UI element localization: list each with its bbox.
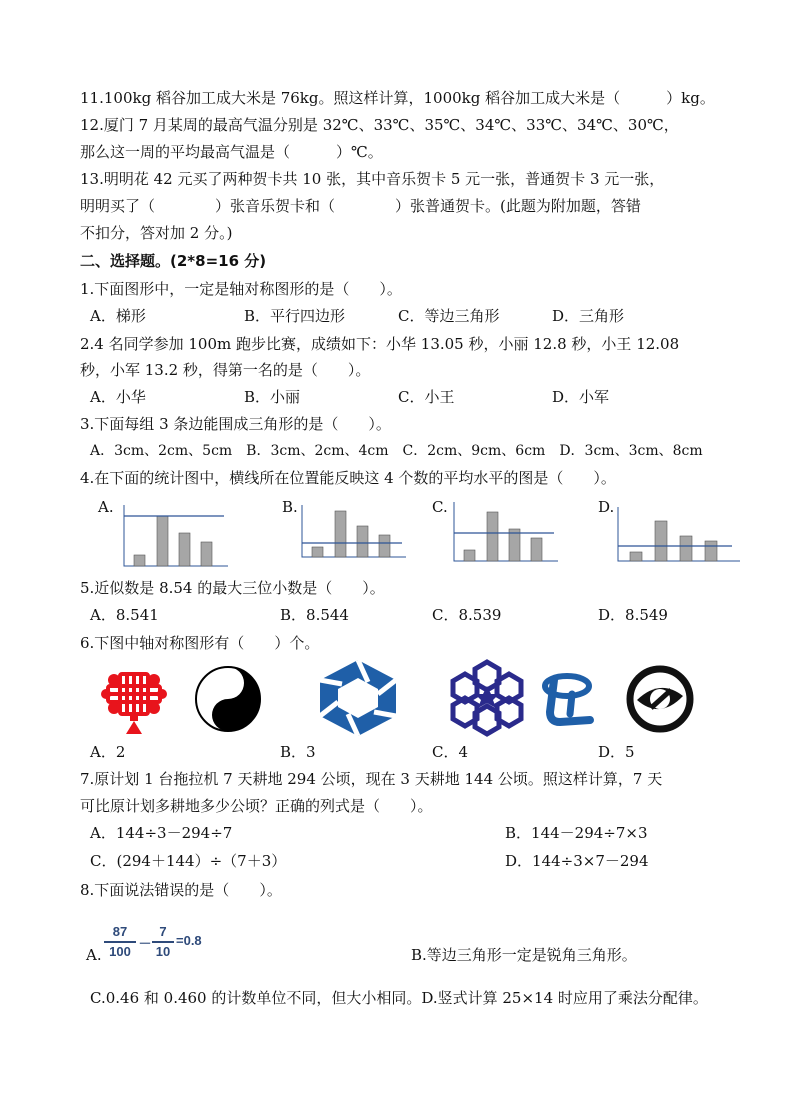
- choice-q7-option-d: D．144÷3×7－294: [505, 852, 649, 870]
- question-12-line1: 12.厦门 7 月某周的最高气温分别是 32℃、33℃、35℃、34℃、33℃、34℃、30℃，: [80, 116, 679, 134]
- choice-q5-option-d: D．8.549: [598, 606, 668, 624]
- bar-chart-b: [298, 503, 408, 563]
- section-heading: 二、选择题。(2*8=16 分): [80, 252, 267, 270]
- chinese-knot-icon: [100, 666, 168, 736]
- choice-q6: 6.下图中轴对称图形有（ ）个。: [80, 634, 320, 652]
- bar: [357, 526, 368, 557]
- choice-q7-option-b: B．144－294÷7×3: [505, 824, 648, 842]
- bar: [312, 547, 323, 557]
- numerator-1: 87: [112, 924, 128, 939]
- denominator-2: 10: [155, 944, 171, 959]
- choice-q2-line1: 2.4 名同学参加 100m 跑步比赛，成绩如下：小华 13.05 秒，小丽 12.8 秒，小王 12.08: [80, 335, 680, 353]
- bar: [705, 541, 717, 561]
- choice-q2-option-b: B．小丽: [244, 388, 301, 406]
- chart-a-label: A.: [98, 498, 114, 516]
- choice-q6-option-a: A．2: [90, 743, 126, 761]
- choice-q6-option-d: D．5: [598, 743, 635, 761]
- choice-q8-option-b: B.等边三角形一定是锐角三角形。: [411, 946, 637, 964]
- choice-q7-option-a: A．144÷3－294÷7: [90, 824, 233, 842]
- choice-q5-option-a: A．8.541: [90, 606, 159, 624]
- telecom-logo-icon: [540, 664, 598, 730]
- bar: [379, 535, 390, 557]
- choice-q1-option-b: B．平行四边形: [244, 307, 346, 325]
- fraction-bar-2: [152, 941, 174, 943]
- bar-chart-d: [614, 505, 744, 565]
- choice-q2-option-a: A．小华: [90, 388, 146, 406]
- choice-q1: 1.下面图形中，一定是轴对称图形的是（ ）。: [80, 280, 402, 298]
- bar: [655, 521, 667, 561]
- choice-q8: 8.下面说法错误的是（ ）。: [80, 881, 282, 899]
- choice-q5: 5.近似数是 8.54 的最大三位小数是（ ）。: [80, 579, 385, 597]
- choice-q3-options: A．3cm、2cm、5cm B．3cm、2cm、4cm C．2cm、9cm、6cm D．3cm、3cm、8cm: [90, 443, 703, 459]
- choice-q8-option-a-label: A.: [86, 946, 102, 964]
- bar: [487, 512, 498, 561]
- bar: [157, 516, 168, 566]
- circle-eye-logo-icon: [625, 664, 695, 734]
- choice-q6-option-c: C．4: [432, 743, 469, 761]
- choice-q2-line2: 秒，小军 13.2 秒，得第一名的是（ ）。: [80, 361, 371, 379]
- bar-chart-c: [450, 500, 560, 565]
- choice-q6-option-b: B．3: [280, 743, 316, 761]
- choice-q2-option-d: D．小军: [552, 388, 610, 406]
- bar: [464, 550, 475, 561]
- bar: [179, 533, 190, 566]
- choice-q1-option-a: A．梯形: [90, 307, 146, 325]
- choice-q7-line2: 可比原计划多耕地多少公顷？正确的列式是（ ）。: [80, 797, 433, 815]
- bar: [531, 538, 542, 561]
- hexagon-star-icon: [450, 658, 524, 738]
- bar: [134, 555, 145, 566]
- question-11: 11.100kg 稻谷加工成大米是 76kg。照这样计算，1000kg 稻谷加工成大米是（ ）kg。: [80, 89, 715, 107]
- choice-q5-option-c: C．8.539: [432, 606, 502, 624]
- fraction-bar-1: [104, 941, 136, 943]
- choice-q1-option-c: C．等边三角形: [398, 307, 500, 325]
- question-13-line3: 不扣分，答对加 2 分。): [80, 224, 233, 242]
- denominator-1: 100: [109, 944, 131, 959]
- bar: [509, 529, 520, 561]
- bar-chart-a: [120, 503, 230, 568]
- question-13-line1: 13.明明花 42 元买了两种贺卡共 10 张，其中音乐贺卡 5 元一张，普通贺卡 3 元一张，: [80, 170, 665, 188]
- choice-q3: 3.下面每组 3 条边能围成三角形的是（ ）。: [80, 415, 391, 433]
- choice-q7-line1: 7.原计划 1 台拖拉机 7 天耕地 294 公顷，现在 3 天耕地 144 公顷。照这样计算，7 天: [80, 770, 663, 788]
- hexagon-swirl-icon: [316, 658, 400, 738]
- bar: [201, 542, 212, 566]
- minus-sign: －: [138, 936, 152, 951]
- choice-q8-option-cd: C.0.46 和 0.460 的计数单位不同，但大小相同。D.竖式计算 25×14 时应用了乘法分配律。: [90, 989, 708, 1007]
- choice-q2-option-c: C．小王: [398, 388, 455, 406]
- equals-result: =0.8: [176, 933, 202, 948]
- chart-c-label: C.: [432, 498, 448, 516]
- bar: [680, 536, 692, 561]
- question-13-line2: 明明买了（ ）张音乐贺卡和（ ）张普通贺卡。(此题为附加题，答错: [80, 197, 641, 215]
- choice-q1-option-d: D．三角形: [552, 307, 625, 325]
- chart-b-label: B.: [282, 498, 298, 516]
- bar: [630, 552, 642, 561]
- numerator-2: 7: [159, 924, 167, 939]
- choice-q4: 4.在下面的统计图中，横线所在位置能反映这 4 个数的平均水平的图是（ ）。: [80, 469, 616, 487]
- choice-q7-option-c: C．(294＋144）÷（7＋3）: [90, 852, 287, 870]
- bar: [335, 511, 346, 557]
- choice-q5-option-b: B．8.544: [280, 606, 349, 624]
- yin-yang-icon: [193, 664, 263, 734]
- question-12-line2: 那么这一周的平均最高气温是（ ）℃。: [80, 143, 383, 161]
- chart-d-label: D.: [598, 498, 615, 516]
